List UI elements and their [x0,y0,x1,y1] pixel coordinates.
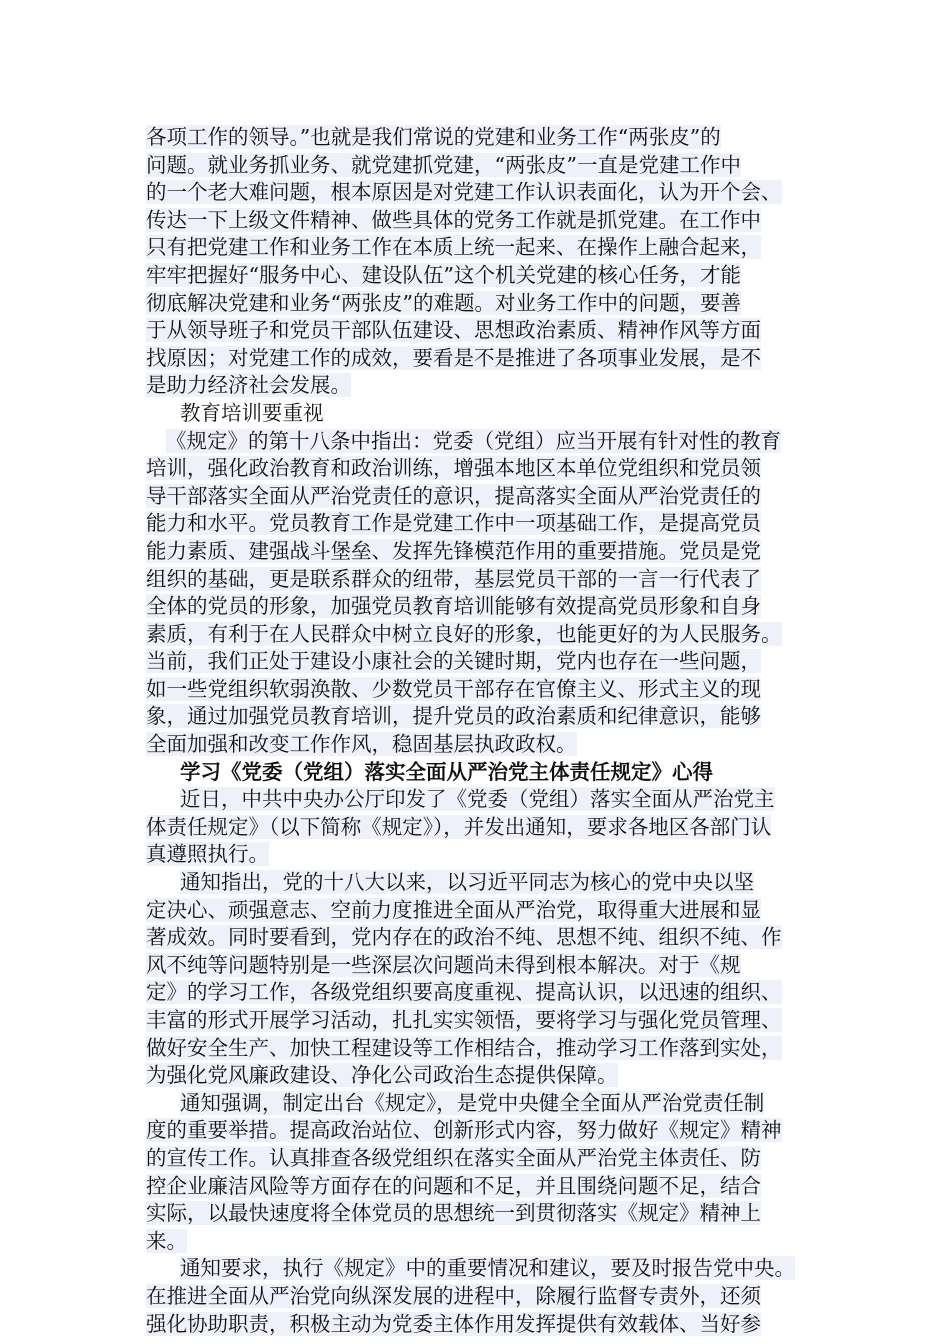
text-line [146,1062,836,1090]
text-line-content: 彻底解决党建和业务“两张皮”的难题。对业务工作中的问题，要善 [146,290,741,315]
text-line [146,621,836,649]
text-line [146,841,836,869]
text-line-content: 导干部落实全面从严治党责任的意识，提高落实全面从严治党责任的 [146,483,761,508]
text-line [146,1117,836,1145]
text-line [146,924,836,952]
text-line-content: 各项工作的领导。”也就是我们常说的党建和业务工作“两张皮”的 [146,125,721,149]
text-line [146,786,836,814]
text-line [146,455,836,483]
text-line [146,1173,836,1201]
text-line [146,152,836,180]
text-line-content: 来。 [146,1228,187,1253]
text-line [146,1200,836,1228]
text-line [146,1090,836,1118]
text-line-content: 为强化党风廉政建设、净化公司政治生态提供保障。 [146,1063,618,1088]
text-line [146,428,836,456]
text-line [146,179,836,207]
text-line [146,676,836,704]
text-line-content: 在推进全面从严治党向纵深发展的进程中，除履行监督专责外，还须 [146,1283,761,1308]
text-line [146,207,836,235]
text-line-content: 当前，我们正处于建设小康社会的关键时期，党内也存在一些问题， [146,649,761,674]
text-line [146,566,836,594]
text-line [146,483,836,511]
text-line-content: 通知强调，制定出台《规定》，是党中央健全全面从严治党责任制 [180,1090,765,1115]
text-line-content: 真遵照执行。 [146,842,269,867]
text-line [146,345,836,373]
text-line [146,1283,836,1311]
text-line [146,1145,836,1173]
text-line-content: 实际，以最快速度将全体党员的思想统一到贯彻落实《规定》精神上 [146,1201,761,1226]
text-line-content: 定》的学习工作，各级党组织要高度重视、提高认识，以迅速的组织、 [146,980,782,1005]
text-line [146,234,836,262]
text-line-content: 学习《党委（党组）落实全面从严治党主体责任规定》心得 [180,759,713,784]
text-line-content: 的宣传工作。认真排查各级党组织在落实全面从严治党主体责任、防 [146,1145,761,1170]
text-line-content: 素质，有利于在人民群众中树立良好的形象，也能更好的为人民服务。 [146,621,782,646]
text-line-content: 著成效。同时要看到，党内存在的政治不纯、思想不纯、组织不纯、作 [146,925,782,950]
text-line-content: 通知要求，执行《规定》中的重要情况和建议，要及时报告党中央。 [180,1256,795,1281]
text-line [146,979,836,1007]
text-line-content: 只有把党建工作和业务工作在本质上统一起来、在操作上融合起来， [146,235,761,260]
text-line-content: 能力素质、建强战斗堡垒、发挥先锋模范作用的重要措施。党员是党 [146,538,761,563]
text-line-content: 组织的基础，更是联系群众的纽带，基层党员干部的一言一行代表了 [146,566,761,591]
text-line [146,538,836,566]
text-line-content: 风不纯等问题特别是一些深层次问题尚未得到根本解决。对于《规 [146,952,741,977]
text-line-content: 找原因；对党建工作的成效，要看是不是推进了各项事业发展，是不 [146,345,761,370]
text-line [146,400,836,428]
text-line-content: 近日，中共中央办公厅印发了《党委（党组）落实全面从严治党主 [180,787,775,812]
text-line [146,814,836,842]
text-line [146,317,836,345]
text-line-content: 强化协助职责，积极主动为党委主体作用发挥提供有效载体、当好参 [146,1311,761,1336]
text-line-content: 象，通过加强党员教育培训，提升党员的政治素质和纪律意识，能够 [146,704,761,729]
text-line-content: 《规定》的第十八条中指出：党委（党组）应当开展有针对性的教育 [166,428,781,453]
text-line [146,1311,836,1339]
text-line-content: 控企业廉洁风险等方面存在的问题和不足，并且围绕问题不足，结合 [146,1173,761,1198]
text-line-content: 是助力经济社会发展。 [146,373,351,398]
text-line [146,510,836,538]
text-line [146,897,836,925]
text-line [146,124,836,152]
text-line-content: 于从领导班子和党员干部队伍建设、思想政治素质、精神作风等方面 [146,318,761,343]
text-line [146,703,836,731]
text-line [146,648,836,676]
text-line-content: 培训，强化政治教育和政治训练，增强本地区本单位党组织和党员领 [146,456,761,481]
text-line-content: 定决心、顽强意志、空前力度推进全面从严治党，取得重大进展和显 [146,897,761,922]
text-line-content: 全面加强和改变工作作风，稳固基层执政政权。 [146,732,577,757]
text-line-content: 教育培训要重视 [180,400,324,425]
text-line-content: 牢牢把握好“服务中心、建设队伍”这个机关党建的核心任务，才能 [146,262,741,287]
text-line-content: 通知指出，党的十八大以来，以习近平同志为核心的党中央以坚 [180,870,754,895]
text-line [146,372,836,400]
text-line-content: 全体的党员的形象，加强党员教育培训能够有效提高党员形象和自身 [146,594,761,619]
text-line-content: 体责任规定》（以下简称《规定》），并发出通知，要求各地区各部门认 [146,814,772,839]
text-line-content: 问题。就业务抓业务、就党建抓党建，“两张皮”一直是党建工作中 [146,152,741,177]
text-line-content: 丰富的形式开展学习活动，扎扎实实领悟，要将学习与强化党员管理、 [146,1008,782,1032]
text-line [146,593,836,621]
text-line [146,1255,836,1283]
text-line [146,731,836,759]
text-line-content: 传达一下上级文件精神、做些具体的党务工作就是抓党建。在工作中 [146,207,761,232]
text-line [146,1228,836,1256]
text-line [146,1035,836,1063]
text-line [146,869,836,897]
section-heading [146,759,836,787]
text-line-content: 的一个老大难问题，根本原因是对党建工作认识表面化，认为开个会、 [146,180,782,205]
text-line-content: 度的重要举措。提高政治站位、创新形式内容，努力做好《规定》精神 [146,1118,782,1143]
text-line-content: 能力和水平。党员教育工作是党建工作中一项基础工作，是提高党员 [146,511,761,536]
text-line-content: 如一些党组织软弱涣散、少数党员干部存在官僚主义、形式主义的现 [146,676,761,701]
text-line-content: 做好安全生产、加快工程建设等工作相结合，推动学习工作落到实处， [146,1035,782,1060]
text-line [146,290,836,318]
text-line [146,1007,836,1035]
document-body [146,124,836,1338]
text-line [146,952,836,980]
text-line [146,262,836,290]
